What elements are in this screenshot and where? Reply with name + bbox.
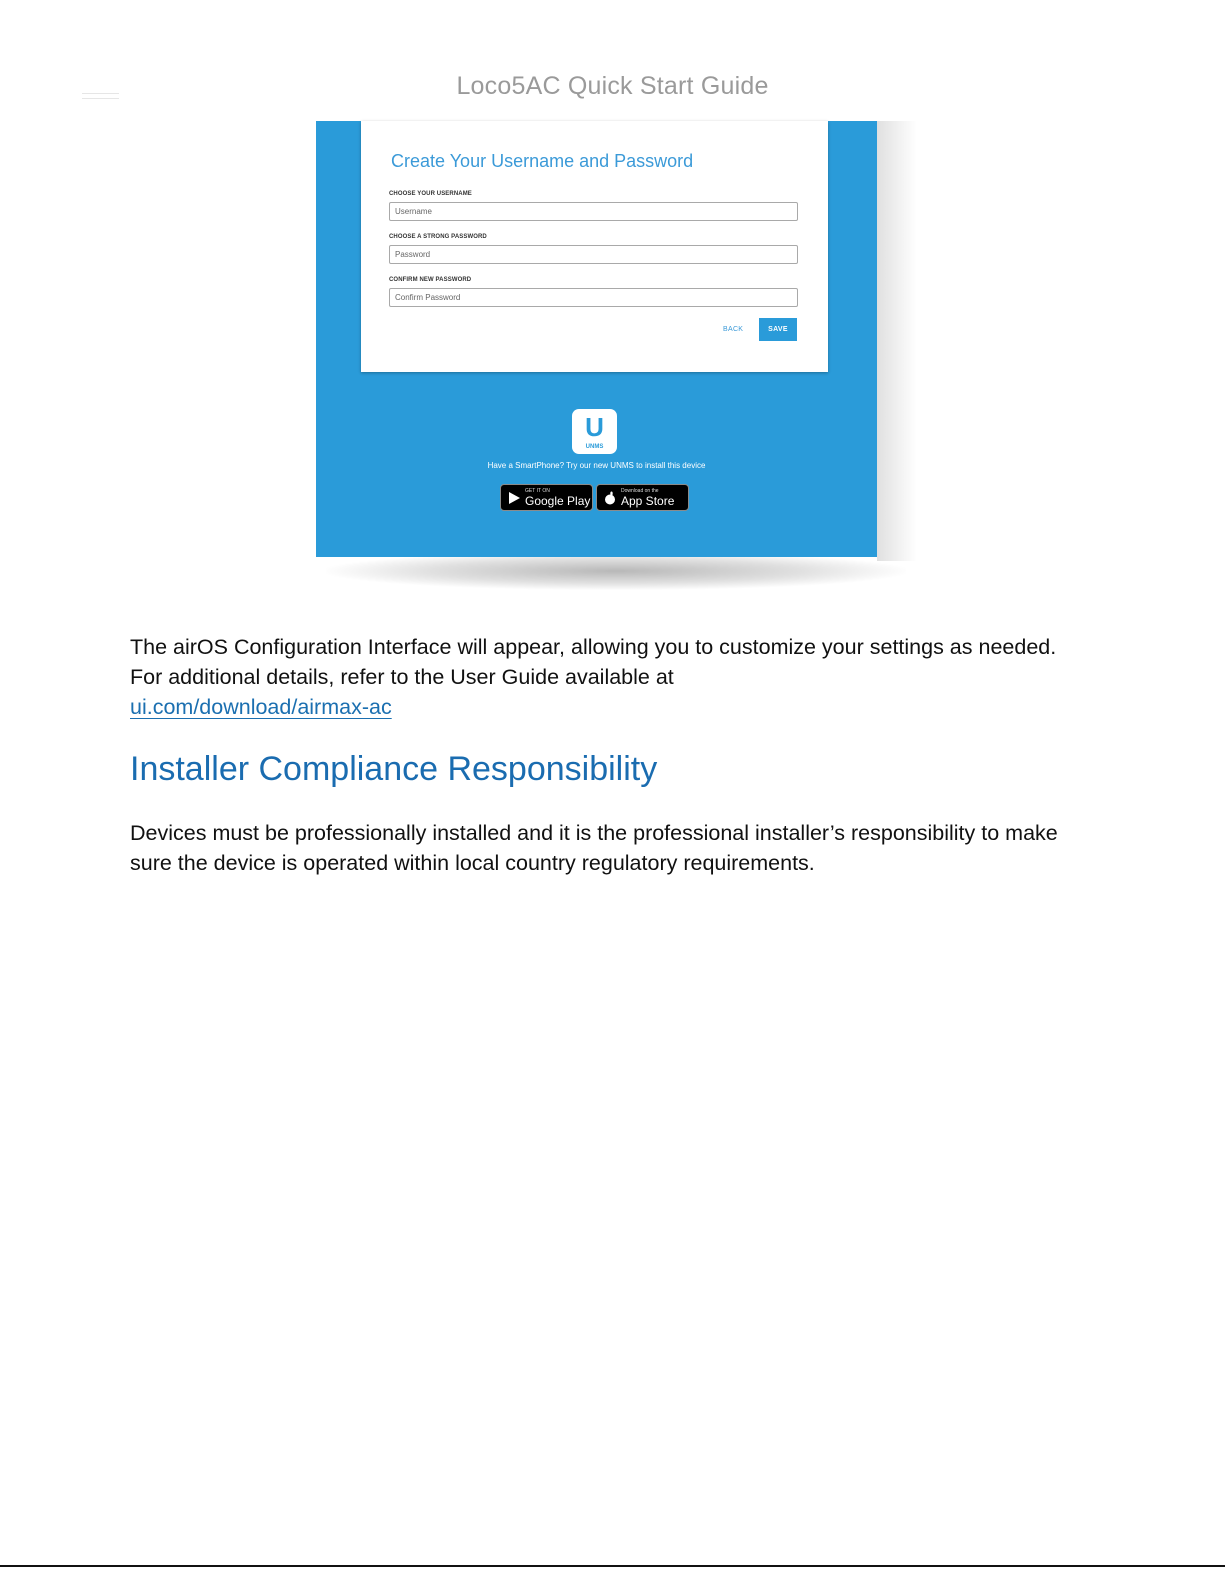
save-button[interactable]: SAVE: [759, 318, 797, 341]
section-heading: Installer Compliance Responsibility: [130, 750, 658, 788]
unms-promo-text: Have a SmartPhone? Try our new UNMS to install this device: [487, 461, 706, 470]
intro-paragraph: [130, 632, 1090, 722]
unms-logo-icon: U: [585, 412, 604, 442]
figure-side-shadow: [877, 121, 917, 561]
apple-icon: [603, 491, 617, 505]
card-title: Create Your Username and Password: [391, 151, 694, 171]
footer-rule: [0, 1565, 1225, 1567]
username-label: CHOOSE YOUR USERNAME: [389, 191, 472, 197]
google-play-badge[interactable]: [500, 484, 593, 511]
user-guide-link[interactable]: ui.com/download/airmax-ac: [130, 695, 392, 719]
username-input[interactable]: Username: [389, 202, 798, 221]
credentials-card: [361, 121, 828, 372]
page-header-title: Loco5AC Quick Start Guide: [456, 72, 769, 100]
figure-shadow: [326, 552, 906, 590]
app-store-badge[interactable]: [596, 484, 689, 511]
setup-screen-background: [316, 121, 877, 557]
unms-app-icon[interactable]: [572, 409, 617, 454]
confirm-password-input[interactable]: Confirm Password: [389, 288, 798, 307]
password-input[interactable]: Password: [389, 245, 798, 264]
unms-icon-label: UNMS: [585, 444, 604, 450]
intro-text: The airOS Configuration Interface will appear, allowing you to customize your settings as needed. For additional details, refer to the User Guide available at: [130, 635, 1057, 689]
app-store-small-text: Download on the: [621, 488, 659, 494]
google-play-small-text: GET IT ON: [525, 488, 550, 494]
google-play-icon: [507, 491, 521, 505]
google-play-text: Google Play: [525, 494, 591, 508]
password-label: CHOOSE A STRONG PASSWORD: [389, 234, 487, 240]
compliance-paragraph: Devices must be professionally installed and it is the professional installer’s responsibility to make sure the device is operated within local country regulatory requirements.: [130, 821, 1058, 875]
confirm-password-label: CONFIRM NEW PASSWORD: [389, 277, 472, 283]
back-button[interactable]: BACK: [723, 326, 744, 333]
setup-screenshot: [316, 121, 877, 557]
app-store-text: App Store: [621, 494, 675, 508]
